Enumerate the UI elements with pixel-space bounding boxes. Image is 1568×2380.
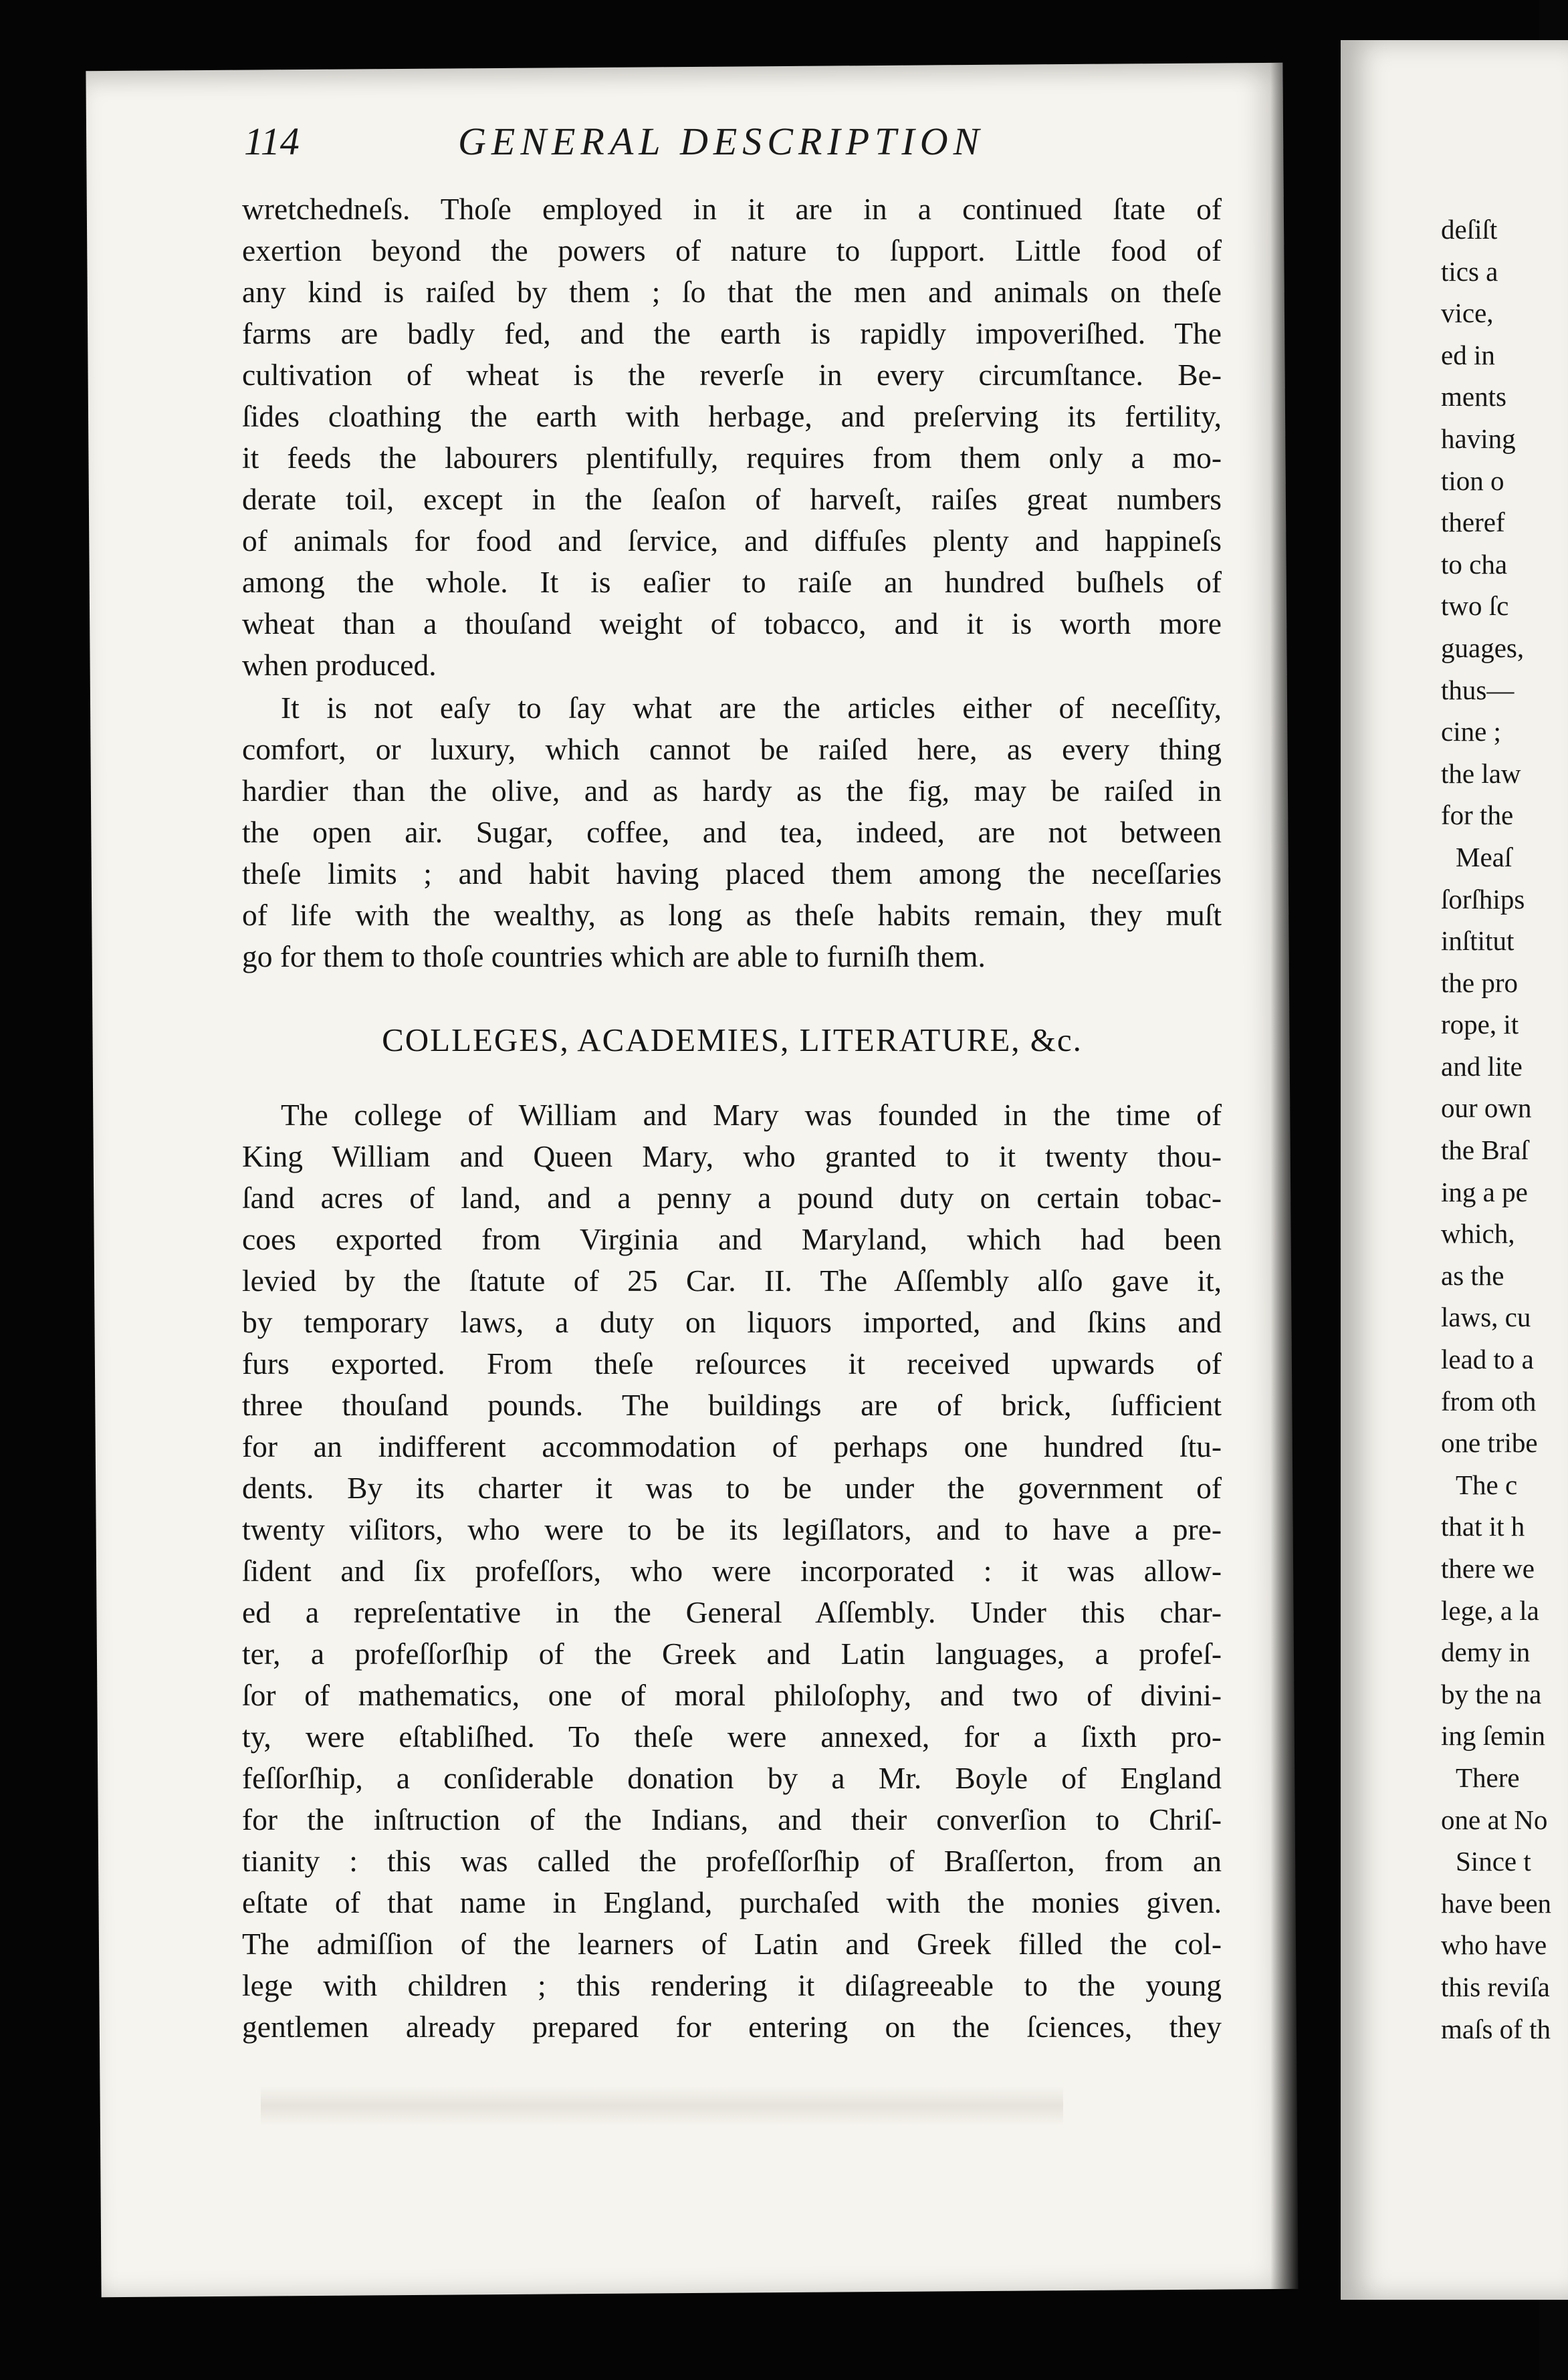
text-line: ed a repreſentative in the General Aſſembly. Under this char- <box>242 1595 1222 1629</box>
text-line: exertion beyond the powers of nature to ſupport. Little food of <box>242 233 1222 267</box>
text-line: ſident and ſix profeſſors, who were incorporated : it was allow- <box>242 1554 1222 1588</box>
text-line: and lite <box>1441 1050 1523 1082</box>
text-line: two ſc <box>1441 590 1509 622</box>
text-line: tianity : this was called the profeſſorſhip of Braſſerton, from an <box>242 1844 1222 1878</box>
text-line: the open air. Sugar, coffee, and tea, indeed, are not between <box>242 815 1222 849</box>
text-line: farms are badly fed, and the earth is rapidly impoveriſhed. The <box>242 316 1222 350</box>
facing-page-text <box>1441 209 1552 2050</box>
text-line: of animals for food and ſervice, and diffuſes plenty and happineſs <box>242 523 1222 558</box>
text-line: ing ſemin <box>1441 1720 1546 1752</box>
text-line: have been <box>1441 1887 1552 1919</box>
text-line: ſorſhips <box>1441 883 1525 915</box>
text-line: which, <box>1441 1218 1515 1250</box>
text-line: wretchedneſs. Thoſe employed in it are in a continued ſtate of <box>242 192 1222 226</box>
text-line: vice, <box>1441 298 1494 329</box>
text-line: dents. By its charter it was to be under the government of <box>242 1471 1222 1505</box>
text-line: the pro <box>1441 967 1518 998</box>
text-line: ed in <box>1441 339 1495 370</box>
text-line: by temporary laws, a duty on liquors imported, and ſkins and <box>242 1305 1222 1339</box>
text-line: twenty viſitors, who were to be its legiſlators, and to have a pre- <box>242 1512 1222 1546</box>
text-line: go for them to thoſe countries which are able to furniſh them. <box>242 939 986 973</box>
text-line: laws, cu <box>1441 1302 1531 1333</box>
text-line: ter, a profeſſorſhip of the Greek and Latin languages, a profeſ- <box>242 1637 1222 1671</box>
text-line: among the whole. It is eaſier to raiſe an hundred buſhels of <box>242 565 1222 599</box>
text-line: it feeds the labourers plentifully, requires from them only a mo- <box>242 441 1222 475</box>
text-line: The c <box>1456 1469 1518 1500</box>
text-line: one tribe <box>1441 1427 1538 1459</box>
text-line: Since t <box>1456 1846 1531 1877</box>
text-line: furs exported. From theſe reſources it received upwards of <box>242 1346 1222 1381</box>
text-line: when produced. <box>242 648 437 682</box>
text-line: the Braſ <box>1441 1135 1529 1166</box>
text-line: theref <box>1441 507 1505 538</box>
text-line: hardier than the olive, and as hardy as the fig, may be raiſed in <box>242 774 1222 808</box>
text-line: ing a pe <box>1441 1176 1528 1207</box>
text-line: maſs of th <box>1441 2013 1551 2044</box>
section-heading: COLLEGES, ACADEMIES, LITERATURE, &c. <box>382 1022 1083 1058</box>
text-line: for the <box>1441 800 1514 831</box>
text-line: Meaſ <box>1456 841 1513 872</box>
text-line: There <box>1456 1762 1520 1793</box>
text-line: lege, a la <box>1441 1594 1539 1626</box>
text-line: one at No <box>1441 1804 1548 1835</box>
text-line: levied by the ſtatute of 25 Car. II. The Aſſembly alſo gave it, <box>242 1264 1222 1298</box>
text-line: lege with children ; this rendering it diſagreeable to the young <box>242 1968 1222 2002</box>
text-line: there we <box>1441 1553 1535 1584</box>
text-line: The admiſſion of the learners of Latin and Greek filled the col- <box>242 1927 1222 1961</box>
text-line: as the <box>1441 1260 1504 1291</box>
text-line: cine ; <box>1441 716 1501 747</box>
text-line: to cha <box>1441 548 1508 580</box>
text-line: guages, <box>1441 632 1525 663</box>
text-line: wheat than a thouſand weight of tobacco, and it is worth more <box>242 606 1222 640</box>
text-line: tics a <box>1441 255 1498 287</box>
text-line: who have <box>1441 1929 1547 1961</box>
text-line: ty, were eſtabliſhed. To theſe were annexed, for a ſixth pro- <box>242 1719 1222 1754</box>
text-line: It is not eaſy to ſay what are the articles either of neceſſity, <box>281 691 1222 725</box>
text-line: that it h <box>1441 1511 1525 1542</box>
text-line: our own <box>1441 1092 1532 1124</box>
text-line: ſand acres of land, and a penny a pound duty on certain tobac- <box>242 1181 1222 1215</box>
text-line: cultivation of wheat is the reverſe in every circumſtance. Be- <box>242 358 1222 392</box>
text-line: deſiſt <box>1441 214 1498 245</box>
text-line: inſtitut <box>1441 925 1515 957</box>
gutter-shadow <box>1270 53 1331 2313</box>
text-line: coes exported from Virginia and Maryland, which had been <box>242 1222 1222 1256</box>
paragraph-2 <box>242 687 1222 977</box>
text-line: thus— <box>1441 674 1515 705</box>
text-line: this reviſa <box>1441 1971 1550 2002</box>
show-through-bleed <box>261 2086 1063 2126</box>
text-line: rope, it <box>1441 1009 1519 1040</box>
text-line: lead to a <box>1441 1344 1534 1375</box>
text-line: ſides cloathing the earth with herbage, and preſerving its fertility, <box>242 399 1222 433</box>
text-line: The college of William and Mary was founded in the time of <box>281 1098 1222 1132</box>
text-line: derate toil, except in the ſeaſon of harveſt, raiſes great numbers <box>242 482 1222 516</box>
paragraph-1 <box>242 189 1222 686</box>
text-line: demy in <box>1441 1637 1531 1668</box>
text-line: tion o <box>1441 465 1504 496</box>
text-line: by the na <box>1441 1678 1542 1709</box>
text-line: King William and Queen Mary, who granted to it twenty thou- <box>242 1139 1222 1173</box>
text-line: ments <box>1441 381 1506 412</box>
paragraph-3 <box>242 1094 1222 2048</box>
text-line: feſſorſhip, a conſiderable donation by a Mr. Boyle of England <box>242 1761 1222 1795</box>
text-line: gentlemen already prepared for entering on the ſciences, they <box>242 2010 1222 2044</box>
text-line: theſe limits ; and habit having placed them among the neceſſaries <box>242 856 1222 890</box>
text-line: for the inſtruction of the Indians, and their converſion to Chriſ- <box>242 1802 1222 1836</box>
text-line: from oth <box>1441 1385 1537 1417</box>
text-line: the law <box>1441 757 1521 789</box>
text-line: having <box>1441 423 1516 454</box>
text-line: comfort, or luxury, which cannot be raiſed here, as every thing <box>242 732 1222 766</box>
text-line: three thouſand pounds. The buildings are of brick, ſufficient <box>242 1388 1222 1422</box>
text-line: eſtate of that name in England, purchaſed with the monies given. <box>242 1885 1222 1919</box>
text-line: ſor of mathematics, one of moral philoſophy, and two of divini- <box>242 1678 1222 1712</box>
page-header <box>244 119 1240 186</box>
text-line: any kind is raiſed by them ; ſo that the men and animals on theſe <box>242 275 1222 309</box>
text-line: for an indifferent accommodation of perhaps one hundred ſtu- <box>242 1429 1222 1463</box>
page-number: 114 <box>244 120 300 163</box>
running-head: GENERAL DESCRIPTION <box>458 120 985 163</box>
text-line: of life with the wealthy, as long as theſe habits remain, they muſt <box>242 898 1222 932</box>
